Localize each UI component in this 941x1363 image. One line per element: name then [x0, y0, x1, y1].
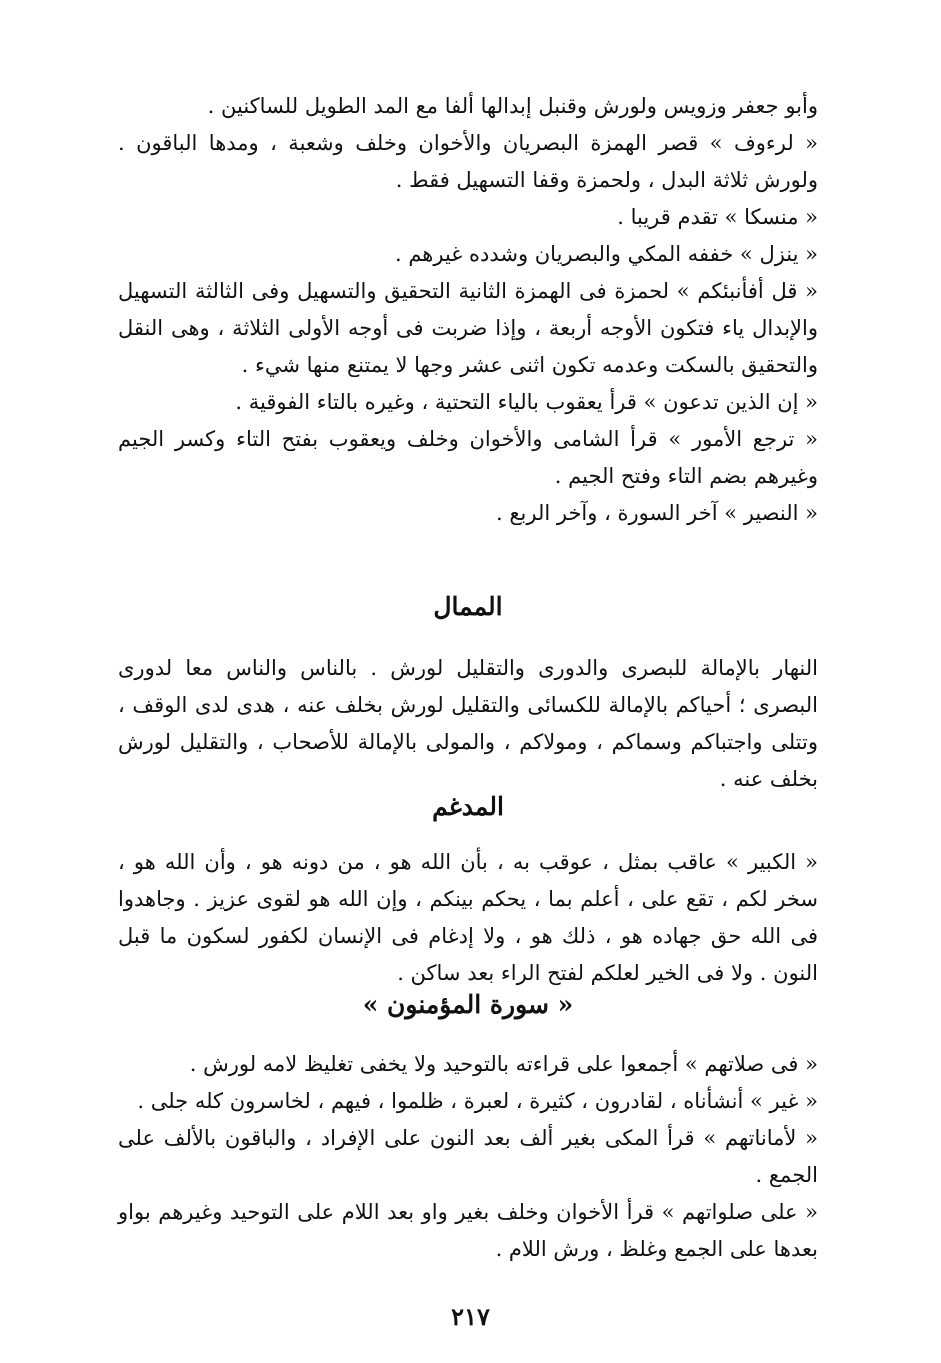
- text-block-1: [118, 88, 818, 532]
- paragraph: وأبو جعفر وزويس ولورش وقنبل إبدالها ألفا مع المد الطويل للساكنين .: [207, 94, 818, 118]
- paragraph: « لرءوف » قصر الهمزة البصريان والأخوان وخلف وشعبة ، ومدها الباقون . ولورش ثلاثة البدل ، ولحمزة وقفا التسهيل فقط .: [118, 131, 818, 192]
- text-block-2: [118, 650, 818, 798]
- paragraph: « لأماناتهم » قرأ المكى بغير ألف بعد النون على الإفراد ، والباقون بالألف على الجمع .: [118, 1126, 818, 1187]
- paragraph: « غير » أنشأناه ، لقادرون ، كثيرة ، لعبرة ، ظلموا ، فيهم ، لخاسرون كله جلى .: [137, 1089, 818, 1113]
- paragraph: « الكبير » عاقب بمثل ، عوقب به ، بأن الله هو ، من دونه هو ، وأن الله هو ، سخر لكم ، تقع على ، أعلم بما ، يحكم بينكم ، وإن الله هو لقوى عزيز . وجاهدوا فى الله حق جهاده هو ، ذلك هو ، ولا إدغام فى الإنسان لكفور لسكون ما قبل النون . ولا فى الخير لعلكم لفتح الراء بعد ساكن .: [118, 850, 818, 985]
- section-heading-mumal: الممال: [433, 592, 503, 621]
- text-block-3: [118, 844, 818, 992]
- paragraph: « ينزل » خففه المكي والبصريان وشدده غيرهم .: [394, 242, 818, 266]
- page-number: ٢١٧: [451, 1302, 490, 1331]
- paragraph: « فى صلاتهم » أجمعوا على قراءته بالتوحيد ولا يخفى تغليظ لامه لورش .: [189, 1052, 818, 1076]
- text-block-4: [118, 1046, 818, 1268]
- section-heading-mudgham: المدغم: [432, 792, 504, 821]
- surah-title: « سورة المؤمنون »: [362, 990, 574, 1019]
- paragraph: « على صلواتهم » قرأ الأخوان وخلف بغير واو بعد اللام على التوحيد وغيرهم بواو بعدها على الجمع وغلظ ، ورش اللام .: [118, 1200, 818, 1261]
- paragraph: « منسكا » تقدم قريبا .: [617, 205, 818, 229]
- paragraph: « ترجع الأمور » قرأ الشامى والأخوان وخلف ويعقوب بفتح التاء وكسر الجيم وغيرهم بضم التاء وفتح الجيم .: [118, 427, 818, 488]
- paragraph: « إن الذين تدعون » قرأ يعقوب بالياء التحتية ، وغيره بالتاء الفوقية .: [235, 390, 818, 414]
- paragraph: النهار بالإمالة للبصرى والدورى والتقليل لورش . بالناس والناس معا لدورى البصرى ؛ أحياكم بالإمالة للكسائى والتقليل لورش بخلف عنه ، هدى لدى الوقف ، وتتلى واجتباكم وسماكم ، ومولاكم ، والمولى بالإمالة للأصحاب ، والتقليل لورش بخلف عنه .: [118, 656, 818, 791]
- paragraph: « قل أفأنبئكم » لحمزة فى الهمزة الثانية التحقيق والتسهيل وفى الثالثة التسهيل والإبدال ياء فتكون الأوجه أربعة ، وإذا ضربت فى أوجه الأولى الثلاثة ، وهى النقل والتحقيق بالسكت وعدمه تكون اثنى عشر وجها لا يمتنع منها شيء .: [118, 279, 818, 377]
- paragraph: « النصير » آخر السورة ، وآخر الربع .: [495, 501, 818, 525]
